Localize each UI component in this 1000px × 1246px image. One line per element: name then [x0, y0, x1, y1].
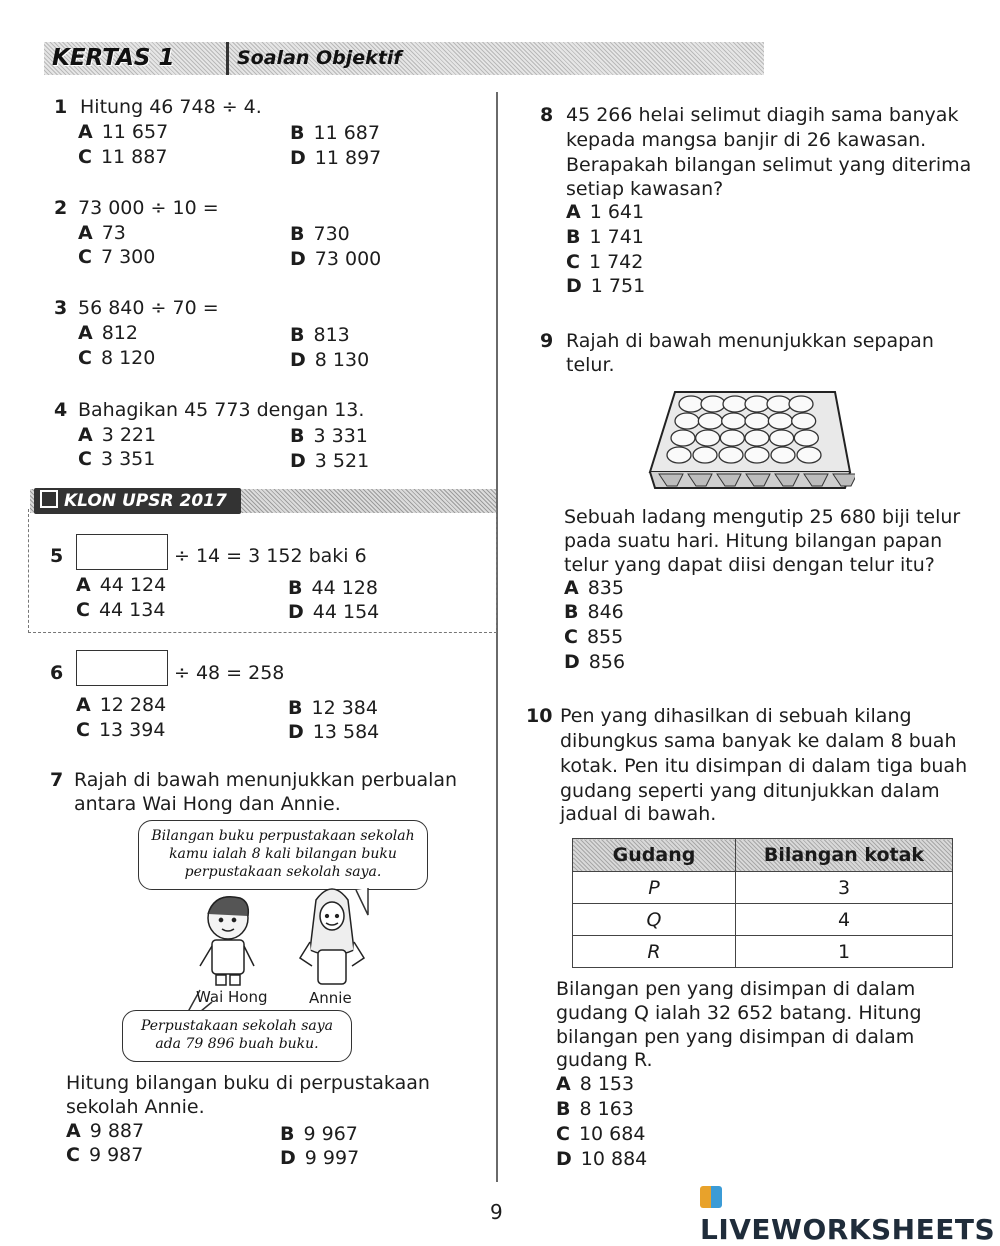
table-cell: 4	[736, 904, 953, 936]
egg	[771, 447, 795, 463]
option-c[interactable]: C 10 684	[556, 1123, 646, 1145]
option-d[interactable]: D 8 130	[290, 349, 370, 371]
question-number: 8	[540, 104, 554, 126]
question-number: 7	[50, 769, 64, 791]
table-cell: 3	[736, 872, 953, 904]
question-number: 10	[526, 705, 553, 727]
option-c[interactable]: C 11 887	[78, 146, 168, 168]
option-b[interactable]: B 9 967	[280, 1123, 358, 1145]
option-b[interactable]: B 44 128	[288, 577, 378, 599]
boy-figure-icon	[200, 897, 254, 985]
question-text-line: Berapakah bilangan selimut yang diterima	[566, 154, 972, 176]
table-row	[573, 904, 953, 936]
egg	[770, 430, 794, 446]
option-a[interactable]: A 9 887	[66, 1120, 145, 1142]
table-cell: R	[573, 936, 736, 968]
option-d[interactable]: D 73 000	[290, 248, 382, 270]
option-d[interactable]: D 11 897	[290, 147, 382, 169]
question-ask-line: pada suatu hari. Hitung bilangan papan	[564, 530, 943, 552]
question-text-line: dibungkus sama banyak ke dalam 8 buah	[560, 730, 957, 752]
column-divider	[496, 92, 498, 1182]
checkmark-icon	[40, 490, 58, 508]
speech-bubble-top: Bilangan buku perpustakaan sekolah kamu ialah 8 kali bilangan buku perpustakaan sekolah saya.	[138, 820, 428, 890]
egg-tray-icon	[645, 384, 855, 496]
question-number: 1	[54, 96, 68, 118]
liveworksheets-logo-icon	[700, 1186, 722, 1208]
question-number: 4	[54, 399, 68, 421]
option-b[interactable]: B 8 163	[556, 1098, 634, 1120]
question-ask-line: Sebuah ladang mengutip 25 680 biji telur	[564, 506, 961, 528]
girl-figure-icon	[300, 889, 364, 984]
egg	[701, 396, 725, 412]
option-c[interactable]: C 855	[564, 626, 624, 648]
egg	[720, 430, 744, 446]
option-c[interactable]: C 8 120	[78, 347, 156, 369]
egg	[794, 430, 818, 446]
gudang-table	[572, 838, 953, 968]
question-text: Hitung 46 748 ÷ 4.	[80, 96, 262, 118]
question-number: 3	[54, 297, 68, 319]
question-number: 9	[540, 330, 554, 352]
option-a[interactable]: A 8 153	[556, 1073, 635, 1095]
egg	[693, 447, 717, 463]
option-b[interactable]: B 730	[290, 223, 350, 245]
egg	[797, 447, 821, 463]
klon-label: KLON UPSR 2017	[34, 488, 241, 514]
option-c[interactable]: C 9 987	[66, 1144, 144, 1166]
egg	[792, 413, 816, 429]
question-text-line: gudang seperti yang ditunjukkan dalam	[560, 780, 940, 802]
option-a[interactable]: A 812	[78, 322, 138, 344]
option-d[interactable]: D 44 154	[288, 601, 380, 623]
option-b[interactable]: B 11 687	[290, 122, 380, 144]
option-b[interactable]: B 12 384	[288, 697, 378, 719]
option-c[interactable]: C 13 394	[76, 719, 166, 741]
question-text-line: kotak. Pen itu disimpan di dalam tiga buah	[560, 755, 968, 777]
paper-title: KERTAS 1	[52, 45, 175, 71]
egg	[745, 430, 769, 446]
table-row	[573, 936, 953, 968]
question-number: 2	[54, 197, 68, 219]
page-number: 9	[490, 1200, 503, 1224]
option-a[interactable]: A 1 641	[566, 201, 645, 223]
egg	[675, 413, 699, 429]
question-ask-line: telur yang dapat diisi dengan telur itu?	[564, 554, 935, 576]
speech-bubble-bottom: Perpustakaan sekolah saya ada 79 896 buah buku.	[122, 1010, 352, 1062]
egg	[719, 447, 743, 463]
option-a[interactable]: A 835	[564, 577, 624, 599]
option-d[interactable]: D 13 584	[288, 721, 380, 743]
egg	[698, 413, 722, 429]
table-row	[573, 872, 953, 904]
option-c[interactable]: C 3 351	[78, 448, 156, 470]
table-header: Bilangan kotak	[736, 839, 953, 872]
egg	[745, 396, 769, 412]
question-text: ÷ 14 = 3 152 baki 6	[174, 545, 367, 567]
question-ask-line: Hitung bilangan buku di perpustakaan	[66, 1072, 430, 1094]
option-c[interactable]: C 1 742	[566, 251, 644, 273]
option-b[interactable]: B 846	[564, 601, 624, 623]
option-b[interactable]: B 1 741	[566, 226, 644, 248]
table-header: Gudang	[573, 839, 736, 872]
egg	[745, 413, 769, 429]
egg	[696, 430, 720, 446]
egg	[767, 396, 791, 412]
option-d[interactable]: D 3 521	[290, 450, 370, 472]
bubble-tail	[356, 888, 368, 915]
question-number: 5	[50, 545, 64, 567]
option-d[interactable]: D 10 884	[556, 1148, 648, 1170]
question-ask-line: Bilangan pen yang disimpan di dalam	[556, 978, 916, 1000]
question-number: 6	[50, 662, 64, 684]
table-cell: Q	[573, 904, 736, 936]
egg	[667, 447, 691, 463]
answer-box[interactable]	[76, 650, 168, 686]
option-c[interactable]: C 7 300	[78, 246, 156, 268]
question-text-line: Rajah di bawah menunjukkan sepapan	[566, 330, 934, 352]
table-header-row	[573, 839, 953, 872]
question-ask-line: gudang Q ialah 32 652 batang. Hitung	[556, 1002, 922, 1024]
option-b[interactable]: B 813	[290, 324, 350, 346]
question-text-line: setiap kawasan?	[566, 178, 724, 200]
option-a[interactable]: A 73	[78, 222, 126, 244]
egg	[789, 396, 813, 412]
option-a[interactable]: A 3 221	[78, 424, 157, 446]
egg	[723, 396, 747, 412]
option-b[interactable]: B 3 331	[290, 425, 368, 447]
question-text: ÷ 48 = 258	[174, 662, 285, 684]
option-a[interactable]: A 44 124	[76, 574, 167, 596]
question-text-line: Rajah di bawah menunjukkan perbualan	[74, 769, 458, 791]
answer-box[interactable]	[76, 534, 168, 570]
name-annie: Annie	[309, 989, 352, 1007]
table-cell: P	[573, 872, 736, 904]
question-ask-line: sekolah Annie.	[66, 1096, 205, 1118]
egg	[768, 413, 792, 429]
question-text-line: telur.	[566, 354, 615, 376]
question-text-line: antara Wai Hong dan Annie.	[74, 793, 341, 815]
question-text: Bahagikan 45 773 dengan 13.	[78, 399, 365, 421]
egg	[671, 430, 695, 446]
option-d[interactable]: D 9 997	[280, 1147, 360, 1169]
option-a[interactable]: A 12 284	[76, 694, 167, 716]
name-wai-hong: Wai Hong	[196, 988, 268, 1006]
question-text: 56 840 ÷ 70 =	[78, 297, 219, 319]
egg	[722, 413, 746, 429]
liveworksheets-logo[interactable]: LIVEWORKSHEETS	[700, 1180, 1000, 1246]
option-c[interactable]: C 44 134	[76, 599, 166, 621]
egg	[679, 396, 703, 412]
question-text-line: Pen yang dihasilkan di sebuah kilang	[560, 705, 912, 727]
question-text-line: 45 266 helai selimut diagih sama banyak	[566, 104, 959, 126]
question-text-line: kepada mangsa banjir di 26 kawasan.	[566, 129, 927, 151]
option-d[interactable]: D 856	[564, 651, 626, 673]
question-ask-line: gudang R.	[556, 1049, 653, 1071]
option-d[interactable]: D 1 751	[566, 275, 646, 297]
egg	[745, 447, 769, 463]
question-text-line: jadual di bawah.	[560, 803, 717, 825]
question-text: 73 000 ÷ 10 =	[78, 197, 219, 219]
question-ask-line: bilangan pen yang disimpan di dalam	[556, 1026, 915, 1048]
section-title: Soalan Objektif	[226, 42, 410, 75]
option-a[interactable]: A 11 657	[78, 121, 169, 143]
table-cell: 1	[736, 936, 953, 968]
